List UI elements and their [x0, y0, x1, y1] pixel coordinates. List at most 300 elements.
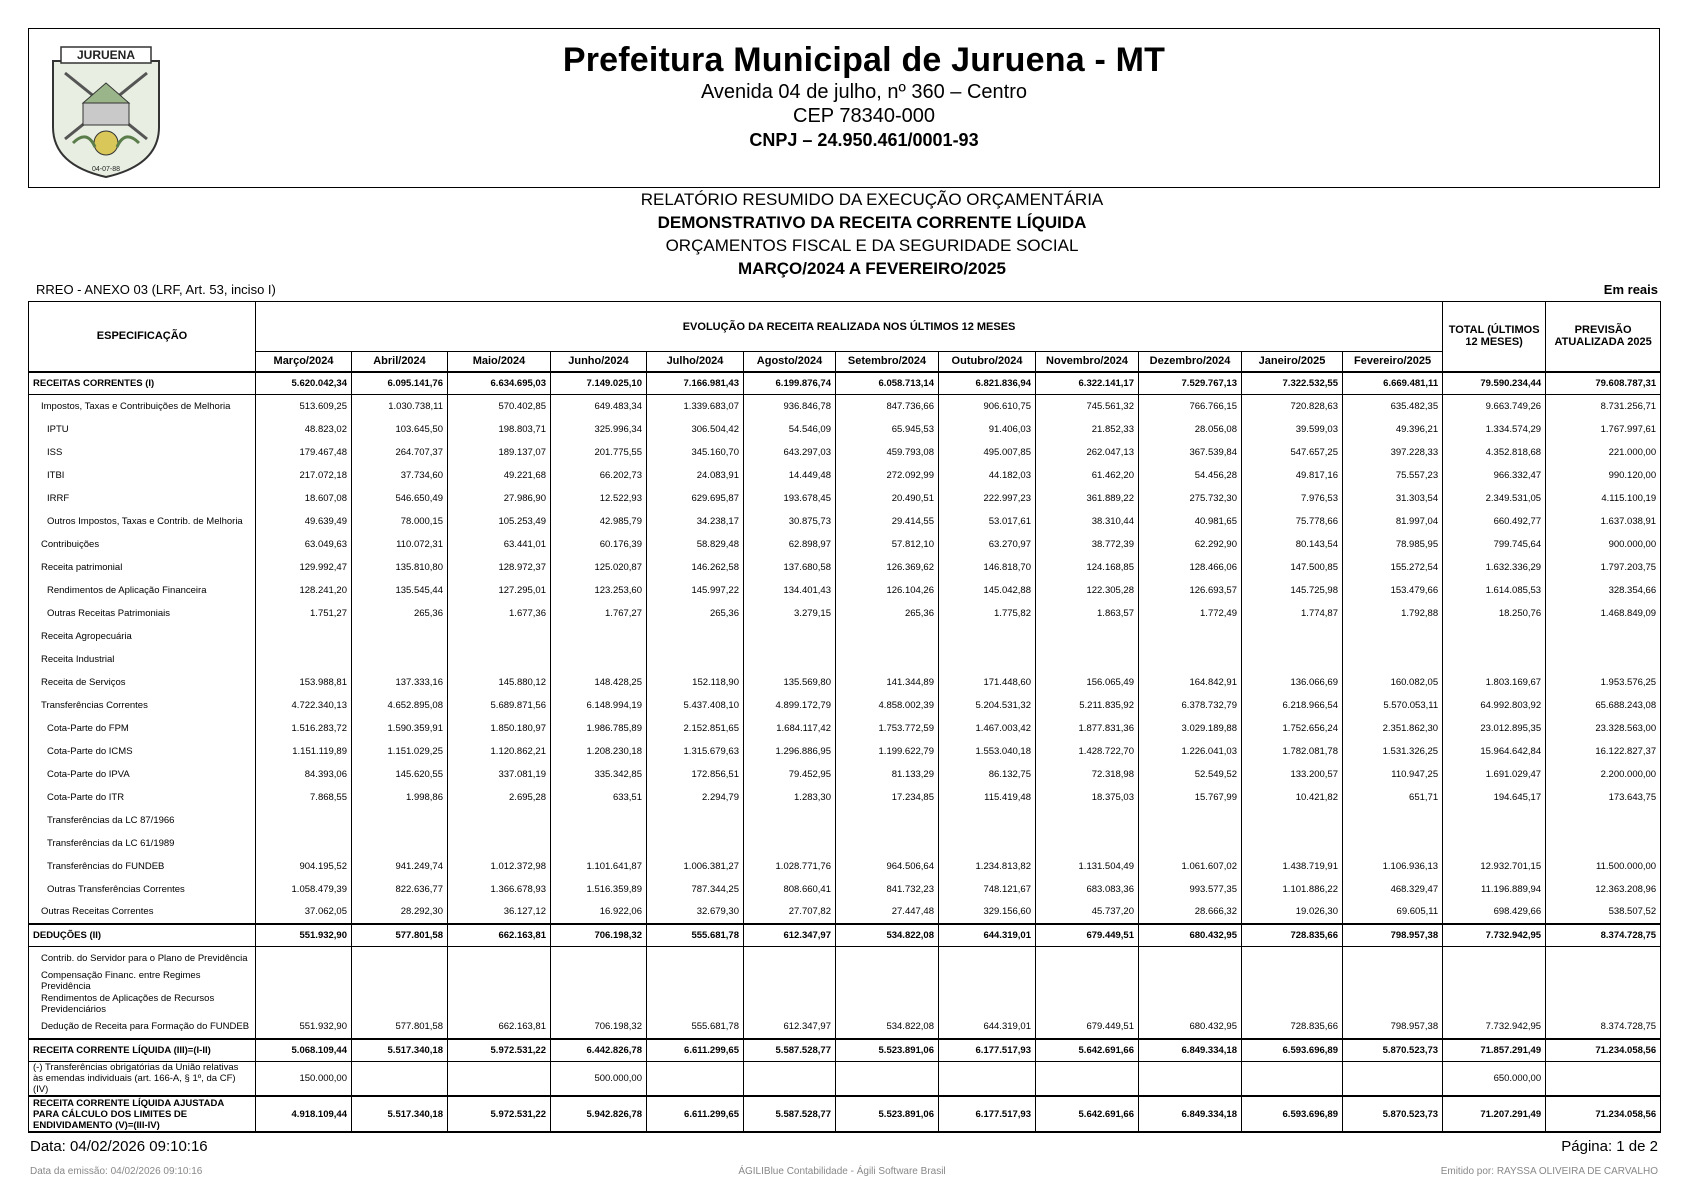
value-cell — [1546, 970, 1661, 993]
value-cell — [551, 970, 647, 993]
value-cell: 5.620.042,34 — [256, 372, 352, 395]
value-cell: 57.812,10 — [836, 533, 939, 556]
value-cell: 62.898,97 — [744, 533, 836, 556]
value-cell — [1139, 993, 1242, 1016]
evolution-header: EVOLUÇÃO DA RECEITA REALIZADA NOS ÚLTIMOS 12 MESES — [256, 302, 1443, 352]
value-cell: 126.369,62 — [836, 556, 939, 579]
value-cell — [1343, 947, 1443, 970]
revenue-table — [28, 301, 1661, 1133]
value-cell: 9.663.749,26 — [1443, 395, 1546, 418]
value-cell: 7.732.942,95 — [1443, 924, 1546, 947]
value-cell: 8.374.728,75 — [1546, 924, 1661, 947]
value-cell: 841.732,23 — [836, 878, 939, 901]
value-cell: 124.168,85 — [1036, 556, 1139, 579]
value-cell: 1.058.479,39 — [256, 878, 352, 901]
value-cell: 6.634.695,03 — [448, 372, 551, 395]
report-period: MARÇO/2024 A FEVEREIRO/2025 — [738, 259, 1006, 278]
value-cell: 75.557,23 — [1343, 464, 1443, 487]
value-cell: 81.133,29 — [836, 763, 939, 786]
value-cell: 6.095.141,76 — [352, 372, 448, 395]
value-cell — [939, 648, 1036, 671]
value-cell — [1242, 625, 1343, 648]
value-cell: 193.678,45 — [744, 487, 836, 510]
value-cell: 145.997,22 — [647, 579, 744, 602]
value-cell: 7.868,55 — [256, 786, 352, 809]
value-cell — [1546, 993, 1661, 1016]
value-cell: 964.506,64 — [836, 855, 939, 878]
emitted-by: Emitido por: RAYSSA OLIVEIRA DE CARVALHO — [1440, 1166, 1658, 1177]
value-cell: 153.988,81 — [256, 671, 352, 694]
value-cell: 904.195,52 — [256, 855, 352, 878]
value-cell: 34.238,17 — [647, 510, 744, 533]
value-cell: 23.012.895,35 — [1443, 717, 1546, 740]
software-credit: ÁGILIBlue Contabilidade - Ágili Software Brasil — [738, 1166, 946, 1177]
value-cell: 28.666,32 — [1139, 901, 1242, 924]
value-cell: 966.332,47 — [1443, 464, 1546, 487]
report-title-line3: ORÇAMENTOS FISCAL E DA SEGURIDADE SOCIAL — [665, 236, 1079, 255]
row-label: Cota-Parte do ITR — [29, 786, 256, 809]
table-row — [29, 533, 1661, 556]
value-cell: 146.262,58 — [647, 556, 744, 579]
table-row — [29, 464, 1661, 487]
value-cell: 16.922,06 — [551, 901, 647, 924]
value-cell: 79.590.234,44 — [1443, 372, 1546, 395]
value-cell: 822.636,77 — [352, 878, 448, 901]
value-cell — [1139, 648, 1242, 671]
value-cell — [551, 809, 647, 832]
value-cell: 5.587.528,77 — [744, 1096, 836, 1132]
value-cell: 5.870.523,73 — [1343, 1039, 1443, 1062]
row-label: Receita Industrial — [29, 648, 256, 671]
value-cell — [647, 947, 744, 970]
value-cell: 6.177.517,93 — [939, 1039, 1036, 1062]
value-cell: 148.428,25 — [551, 671, 647, 694]
row-label: RECEITA CORRENTE LÍQUIDA (III)=(I-II) — [29, 1039, 256, 1062]
value-cell — [256, 993, 352, 1016]
value-cell: 5.972.531,22 — [448, 1039, 551, 1062]
value-cell: 2.351.862,30 — [1343, 717, 1443, 740]
value-cell: 1.468.849,09 — [1546, 602, 1661, 625]
value-cell: 367.539,84 — [1139, 441, 1242, 464]
value-cell — [744, 993, 836, 1016]
value-cell: 2.349.531,05 — [1443, 487, 1546, 510]
value-cell: 155.272,54 — [1343, 556, 1443, 579]
value-cell: 10.421,82 — [1242, 786, 1343, 809]
emission-date: Data da emissão: 04/02/2026 09:10:16 — [30, 1166, 203, 1177]
value-cell: 72.318,98 — [1036, 763, 1139, 786]
value-cell: 5.642.691,66 — [1036, 1096, 1139, 1132]
value-cell: 1.772,49 — [1139, 602, 1242, 625]
value-cell — [1546, 832, 1661, 855]
value-cell — [1242, 993, 1343, 1016]
value-cell — [256, 625, 352, 648]
row-label: ITBI — [29, 464, 256, 487]
value-cell: 265,36 — [836, 602, 939, 625]
value-cell: 71.207.291,49 — [1443, 1096, 1546, 1132]
value-cell — [256, 970, 352, 993]
value-cell: 7.166.981,43 — [647, 372, 744, 395]
value-cell: 18.607,08 — [256, 487, 352, 510]
value-cell: 1.226.041,03 — [1139, 740, 1242, 763]
value-cell: 1.315.679,63 — [647, 740, 744, 763]
value-cell — [448, 832, 551, 855]
value-cell: 38.772,39 — [1036, 533, 1139, 556]
value-cell: 36.127,12 — [448, 901, 551, 924]
value-cell: 649.483,34 — [551, 395, 647, 418]
value-cell: 906.610,75 — [939, 395, 1036, 418]
value-cell: 329.156,60 — [939, 901, 1036, 924]
value-cell: 275.732,30 — [1139, 487, 1242, 510]
value-cell: 1.803.169,67 — [1443, 671, 1546, 694]
value-cell: 7.732.942,95 — [1443, 1016, 1546, 1039]
value-cell: 2.294,79 — [647, 786, 744, 809]
value-cell: 4.652.895,08 — [352, 694, 448, 717]
value-cell: 171.448,60 — [939, 671, 1036, 694]
value-cell: 459.793,08 — [836, 441, 939, 464]
table-row — [29, 832, 1661, 855]
value-cell — [1546, 809, 1661, 832]
table-row — [29, 625, 1661, 648]
value-cell — [1443, 832, 1546, 855]
value-cell: 1.516.359,89 — [551, 878, 647, 901]
value-cell: 1.998,86 — [352, 786, 448, 809]
value-cell: 115.419,48 — [939, 786, 1036, 809]
value-cell: 45.737,20 — [1036, 901, 1139, 924]
value-cell: 28.056,08 — [1139, 418, 1242, 441]
value-cell: 577.801,58 — [352, 1016, 448, 1039]
value-cell — [836, 832, 939, 855]
value-cell: 128.466,06 — [1139, 556, 1242, 579]
value-cell: 27.447,48 — [836, 901, 939, 924]
value-cell: 145.042,88 — [939, 579, 1036, 602]
row-label: Transferências da LC 87/1966 — [29, 809, 256, 832]
value-cell: 680.432,95 — [1139, 924, 1242, 947]
report-title-line2: DEMONSTRATIVO DA RECEITA CORRENTE LÍQUIDA — [657, 213, 1087, 232]
value-cell: 1.753.772,59 — [836, 717, 939, 740]
value-cell: 555.681,78 — [647, 924, 744, 947]
value-cell: 1.614.085,53 — [1443, 579, 1546, 602]
table-row — [29, 395, 1661, 418]
value-cell: 147.500,85 — [1242, 556, 1343, 579]
value-cell: 128.972,37 — [448, 556, 551, 579]
table-row — [29, 441, 1661, 464]
month-header: Setembro/2024 — [836, 352, 939, 372]
value-cell: 127.295,01 — [448, 579, 551, 602]
value-cell: 7.976,53 — [1242, 487, 1343, 510]
value-cell: 137.680,58 — [744, 556, 836, 579]
value-cell: 8.731.256,71 — [1546, 395, 1661, 418]
month-header: Abril/2024 — [352, 352, 448, 372]
value-cell: 306.504,42 — [647, 418, 744, 441]
value-cell: 1.339.683,07 — [647, 395, 744, 418]
table-row — [29, 694, 1661, 717]
value-cell: 6.849.334,18 — [1139, 1096, 1242, 1132]
value-cell: 495.007,85 — [939, 441, 1036, 464]
value-cell: 17.234,85 — [836, 786, 939, 809]
value-cell: 6.821.836,94 — [939, 372, 1036, 395]
value-cell: 345.160,70 — [647, 441, 744, 464]
value-cell: 122.305,28 — [1036, 579, 1139, 602]
row-label: Outras Transferências Correntes — [29, 878, 256, 901]
value-cell: 63.441,01 — [448, 533, 551, 556]
value-cell: 612.347,97 — [744, 1016, 836, 1039]
value-cell: 745.561,32 — [1036, 395, 1139, 418]
value-cell: 126.104,26 — [836, 579, 939, 602]
month-header: Julho/2024 — [647, 352, 744, 372]
value-cell: 64.992.803,92 — [1443, 694, 1546, 717]
value-cell: 49.639,49 — [256, 510, 352, 533]
value-cell: 60.176,39 — [551, 533, 647, 556]
value-cell: 23.328.563,00 — [1546, 717, 1661, 740]
value-cell — [256, 648, 352, 671]
value-cell: 11.196.889,94 — [1443, 878, 1546, 901]
value-cell: 6.058.713,14 — [836, 372, 939, 395]
value-cell: 44.182,03 — [939, 464, 1036, 487]
value-cell: 15.767,99 — [1139, 786, 1242, 809]
value-cell: 361.889,22 — [1036, 487, 1139, 510]
cep-line: CEP 78340-000 — [793, 105, 935, 127]
value-cell — [1546, 1062, 1661, 1097]
report-title-line1: RELATÓRIO RESUMIDO DA EXECUÇÃO ORÇAMENTÁRIA — [640, 190, 1104, 209]
row-label: Outros Impostos, Taxas e Contrib. de Melhoria — [29, 510, 256, 533]
table-row — [29, 671, 1661, 694]
value-cell — [1139, 832, 1242, 855]
table-row — [29, 993, 1661, 1016]
table-row — [29, 763, 1661, 786]
value-cell: 1.767.997,61 — [1546, 418, 1661, 441]
row-label: Contrib. do Servidor para o Plano de Previdência — [29, 947, 256, 970]
value-cell: 86.132,75 — [939, 763, 1036, 786]
value-cell: 1.208.230,18 — [551, 740, 647, 763]
value-cell: 6.378.732,79 — [1139, 694, 1242, 717]
table-row — [29, 740, 1661, 763]
value-cell — [1242, 947, 1343, 970]
value-cell: 5.211.835,92 — [1036, 694, 1139, 717]
value-cell: 1.632.336,29 — [1443, 556, 1546, 579]
value-cell: 54.456,28 — [1139, 464, 1242, 487]
value-cell — [1343, 809, 1443, 832]
value-cell: 5.689.871,56 — [448, 694, 551, 717]
value-cell: 103.645,50 — [352, 418, 448, 441]
value-cell — [551, 993, 647, 1016]
value-cell: 5.517.340,18 — [352, 1039, 448, 1062]
value-cell: 272.092,99 — [836, 464, 939, 487]
row-label: Transferências da LC 61/1989 — [29, 832, 256, 855]
value-cell — [1036, 648, 1139, 671]
value-cell: 133.200,57 — [1242, 763, 1343, 786]
value-cell — [939, 947, 1036, 970]
value-cell: 555.681,78 — [647, 1016, 744, 1039]
value-cell — [1443, 970, 1546, 993]
value-cell: 337.081,19 — [448, 763, 551, 786]
row-label: DEDUÇÕES (II) — [29, 924, 256, 947]
value-cell: 265,36 — [647, 602, 744, 625]
value-cell: 53.017,61 — [939, 510, 1036, 533]
value-cell: 49.221,68 — [448, 464, 551, 487]
value-cell — [1242, 648, 1343, 671]
value-cell: 6.442.826,78 — [551, 1039, 647, 1062]
value-cell: 129.992,47 — [256, 556, 352, 579]
value-cell — [1139, 1062, 1242, 1097]
value-cell: 534.822,08 — [836, 924, 939, 947]
value-cell: 1.101.886,22 — [1242, 878, 1343, 901]
value-cell: 397.228,33 — [1343, 441, 1443, 464]
value-cell: 1.028.771,76 — [744, 855, 836, 878]
value-cell: 135.569,80 — [744, 671, 836, 694]
value-cell — [1036, 832, 1139, 855]
value-cell: 1.877.831,36 — [1036, 717, 1139, 740]
value-cell — [1139, 947, 1242, 970]
table-row — [29, 924, 1661, 947]
row-label: Outras Receitas Patrimoniais — [29, 602, 256, 625]
value-cell: 706.198,32 — [551, 924, 647, 947]
value-cell: 137.333,16 — [352, 671, 448, 694]
value-cell: 78.985,95 — [1343, 533, 1443, 556]
value-cell: 679.449,51 — [1036, 1016, 1139, 1039]
value-cell: 1.296.886,95 — [744, 740, 836, 763]
value-cell — [744, 832, 836, 855]
value-cell: 847.736,66 — [836, 395, 939, 418]
value-cell: 5.642.691,66 — [1036, 1039, 1139, 1062]
value-cell: 1.850.180,97 — [448, 717, 551, 740]
value-cell: 71.234.058,56 — [1546, 1096, 1661, 1132]
row-label: IPTU — [29, 418, 256, 441]
value-cell: 1.131.504,49 — [1036, 855, 1139, 878]
value-cell: 27.986,90 — [448, 487, 551, 510]
value-cell: 146.818,70 — [939, 556, 1036, 579]
value-cell: 2.695,28 — [448, 786, 551, 809]
value-cell — [1242, 1062, 1343, 1097]
table-row — [29, 1096, 1661, 1132]
value-cell: 799.745,64 — [1443, 533, 1546, 556]
value-cell: 1.283,30 — [744, 786, 836, 809]
value-cell — [551, 947, 647, 970]
value-cell: 2.152.851,65 — [647, 717, 744, 740]
value-cell: 49.817,16 — [1242, 464, 1343, 487]
value-cell: 6.593.696,89 — [1242, 1039, 1343, 1062]
table-row — [29, 717, 1661, 740]
value-cell: 635.482,35 — [1343, 395, 1443, 418]
value-cell: 5.870.523,73 — [1343, 1096, 1443, 1132]
value-cell — [647, 625, 744, 648]
value-cell: 5.517.340,18 — [352, 1096, 448, 1132]
value-cell: 644.319,01 — [939, 924, 1036, 947]
value-cell: 1.863,57 — [1036, 602, 1139, 625]
value-cell — [647, 809, 744, 832]
value-cell: 28.292,30 — [352, 901, 448, 924]
value-cell: 6.218.966,54 — [1242, 694, 1343, 717]
row-label: (-) Transferências obrigatórias da União relativas às emendas individuais (art. 166-A, § 1º, da CF) (IV) — [29, 1062, 256, 1097]
value-cell — [939, 970, 1036, 993]
value-cell — [744, 625, 836, 648]
table-row — [29, 809, 1661, 832]
value-cell: 37.062,05 — [256, 901, 352, 924]
value-cell — [744, 809, 836, 832]
table-row — [29, 1016, 1661, 1039]
value-cell: 660.492,77 — [1443, 510, 1546, 533]
value-cell: 128.241,20 — [256, 579, 352, 602]
value-cell: 221.000,00 — [1546, 441, 1661, 464]
table-row — [29, 602, 1661, 625]
value-cell: 172.856,51 — [647, 763, 744, 786]
value-cell — [1343, 970, 1443, 993]
value-cell: 1.199.622,79 — [836, 740, 939, 763]
value-cell — [647, 993, 744, 1016]
value-cell: 808.660,41 — [744, 878, 836, 901]
value-cell: 91.406,03 — [939, 418, 1036, 441]
value-cell: 1.106.936,13 — [1343, 855, 1443, 878]
value-cell — [1443, 648, 1546, 671]
total-header: TOTAL (ÚLTIMOS 12 MESES) — [1443, 302, 1546, 372]
value-cell: 21.852,33 — [1036, 418, 1139, 441]
row-label: Contribuições — [29, 533, 256, 556]
value-cell: 1.986.785,89 — [551, 717, 647, 740]
value-cell: 748.121,67 — [939, 878, 1036, 901]
value-cell: 3.279,15 — [744, 602, 836, 625]
value-cell — [256, 809, 352, 832]
value-cell: 135.810,80 — [352, 556, 448, 579]
value-cell — [551, 648, 647, 671]
table-row — [29, 1039, 1661, 1062]
value-cell: 262.047,13 — [1036, 441, 1139, 464]
value-cell: 37.734,60 — [352, 464, 448, 487]
value-cell: 5.523.891,06 — [836, 1096, 939, 1132]
value-cell: 629.695,87 — [647, 487, 744, 510]
value-cell: 1.637.038,91 — [1546, 510, 1661, 533]
forecast-header: PREVISÃO ATUALIZADA 2025 — [1546, 302, 1661, 372]
value-cell: 990.120,00 — [1546, 464, 1661, 487]
value-cell — [836, 809, 939, 832]
value-cell: 643.297,03 — [744, 441, 836, 464]
value-cell: 32.679,30 — [647, 901, 744, 924]
value-cell: 5.942.826,78 — [551, 1096, 647, 1132]
value-cell: 40.981,65 — [1139, 510, 1242, 533]
value-cell: 8.374.728,75 — [1546, 1016, 1661, 1039]
value-cell: 71.857.291,49 — [1443, 1039, 1546, 1062]
value-cell: 798.957,38 — [1343, 1016, 1443, 1039]
value-cell — [1443, 809, 1546, 832]
value-cell: 1.006.381,27 — [647, 855, 744, 878]
value-cell: 14.449,48 — [744, 464, 836, 487]
month-header: Janeiro/2025 — [1242, 352, 1343, 372]
value-cell — [647, 1062, 744, 1097]
table-row — [29, 487, 1661, 510]
table-row — [29, 786, 1661, 809]
value-cell: 612.347,97 — [744, 924, 836, 947]
value-cell: 84.393,06 — [256, 763, 352, 786]
svg-text:JURUENA: JURUENA — [76, 48, 136, 62]
value-cell: 12.363.208,96 — [1546, 878, 1661, 901]
value-cell: 728.835,66 — [1242, 1016, 1343, 1039]
value-cell: 633,51 — [551, 786, 647, 809]
value-cell: 1.691.029,47 — [1443, 763, 1546, 786]
value-cell — [744, 947, 836, 970]
value-cell — [1139, 970, 1242, 993]
row-label: RECEITA CORRENTE LÍQUIDA AJUSTADA PARA CÁLCULO DOS LIMITES DE ENDIVIDAMENTO (V)=(III-IV) — [29, 1096, 256, 1132]
value-cell: 680.432,95 — [1139, 1016, 1242, 1039]
value-cell: 19.026,30 — [1242, 901, 1343, 924]
value-cell: 4.722.340,13 — [256, 694, 352, 717]
value-cell — [836, 993, 939, 1016]
row-label: Receita Agropecuária — [29, 625, 256, 648]
value-cell: 900.000,00 — [1546, 533, 1661, 556]
value-cell: 18.375,03 — [1036, 786, 1139, 809]
row-label: Cota-Parte do IPVA — [29, 763, 256, 786]
value-cell: 80.143,54 — [1242, 533, 1343, 556]
value-cell: 1.767,27 — [551, 602, 647, 625]
value-cell: 651,71 — [1343, 786, 1443, 809]
value-cell: 63.270,97 — [939, 533, 1036, 556]
